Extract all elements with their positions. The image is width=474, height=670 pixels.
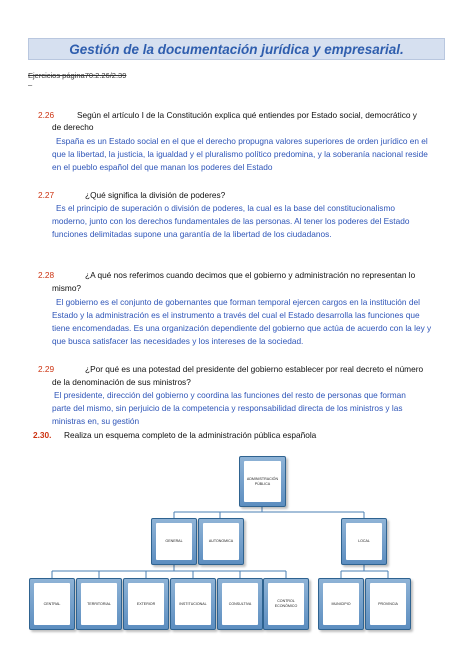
answer-text-line: funciones delimitadas supone una garantía de la libertad de los ciudadanos. [52, 229, 332, 239]
node-label: GENERAL [156, 523, 192, 560]
node-local [341, 518, 387, 565]
question-text-line: de derecho [52, 122, 94, 132]
question-number: 2.30. [33, 430, 52, 440]
page-title: Gestión de la documentación jurídica y empresarial. [69, 41, 404, 57]
node-central [29, 578, 75, 630]
answer-text-line: El presidente, dirección del gobierno y coordina las funciones del resto de personas que forman [54, 390, 406, 400]
answer-text-line: Es el principio de superación o división de poderes, la cual es la base del constitucionalismo [56, 203, 395, 213]
question-number: 2.28 [38, 270, 55, 280]
question-text-line: mismo? [52, 283, 82, 293]
node-label: MUNICIPIO [323, 583, 359, 625]
answer-text-line: que la libertad, la justicia, la igualdad y el pluralismo político predomina, y la soberanía nacional reside [52, 149, 428, 159]
node-provincia [365, 578, 411, 630]
node-label: AUTONOMICA [203, 523, 239, 560]
question-text-line: Según el artículo I de la Constitución explica qué entiendes por Estado social, democrático y [77, 110, 417, 120]
question-text-line: Realiza un esquema completo de la administración pública española [64, 430, 317, 440]
answer-text-line: Estado y la administración es el instrumento a través del cual el Estado desarrolla las funciones que [52, 310, 420, 320]
node-label: CENTRAL [34, 583, 70, 625]
node-label: TERRITORIAL [81, 583, 117, 625]
node-autonomica [198, 518, 244, 565]
node-label: INSTITUCIONAL [175, 583, 211, 625]
answer-text-line: El gobierno es el conjunto de gobernantes que forman temporal ejercen cargos en la institución del [56, 297, 420, 307]
answer-text-line: en el pueblo español del que manan los poderes del Estado [52, 162, 273, 172]
node-municipio [318, 578, 364, 630]
node-consultiva [217, 578, 263, 630]
node-label: PROVINCIA [370, 583, 406, 625]
node-label: CONSULTIVA [222, 583, 258, 625]
question-text-line: ¿Por qué es una potestad del presidente del gobierno establecer por real decreto el número [85, 364, 424, 374]
question-number: 2.29 [38, 364, 55, 374]
node-territorial [76, 578, 122, 630]
answer-text-line: España es un Estado social en el que el derecho propugna valores superiores de orden jurídico en el [56, 136, 428, 146]
node-general [151, 518, 197, 565]
question-number: 2.26 [38, 110, 55, 120]
node-root [239, 456, 286, 507]
node-label: EXTERIOR [128, 583, 164, 625]
exercise-reference: Ejercicios página70:2.26/2.39 [28, 71, 127, 80]
question-text-line: ¿A qué nos referimos cuando decimos que el gobierno y administración no representan lo [85, 270, 416, 280]
node-label: CONTROL ECONÓMICO [268, 583, 304, 625]
node-exterior [123, 578, 169, 630]
answer-text-line: parte del mismo, sin perjuicio de la competencia y responsabilidad directa de los ministros y las [52, 403, 403, 413]
dash-separator: – [28, 80, 33, 89]
node-control-economico [263, 578, 309, 630]
node-institucional [170, 578, 216, 630]
answer-text-line: moderno, junto con los derechos fundamentales de las personas. Al tener los poderes del Estado [52, 216, 410, 226]
node-label: LOCAL [346, 523, 382, 560]
question-text-line: de la denominación de sus ministros? [52, 377, 191, 387]
question-text-line: ¿Qué significa la división de poderes? [85, 190, 226, 200]
node-label: ADMINISTRACIÓN PÚBLICA [244, 461, 281, 502]
question-number: 2.27 [38, 190, 55, 200]
title-banner [28, 38, 445, 60]
answer-text-line: tiene encomendadas. Es una organización dependiente del gobierno que actúa de acuerdo con la ley y [52, 323, 432, 333]
answer-text-line: que busca satisfacer las necesidades y los intereses de la sociedad. [52, 336, 304, 346]
answer-text-line: ministras en, su gestión [52, 416, 140, 426]
